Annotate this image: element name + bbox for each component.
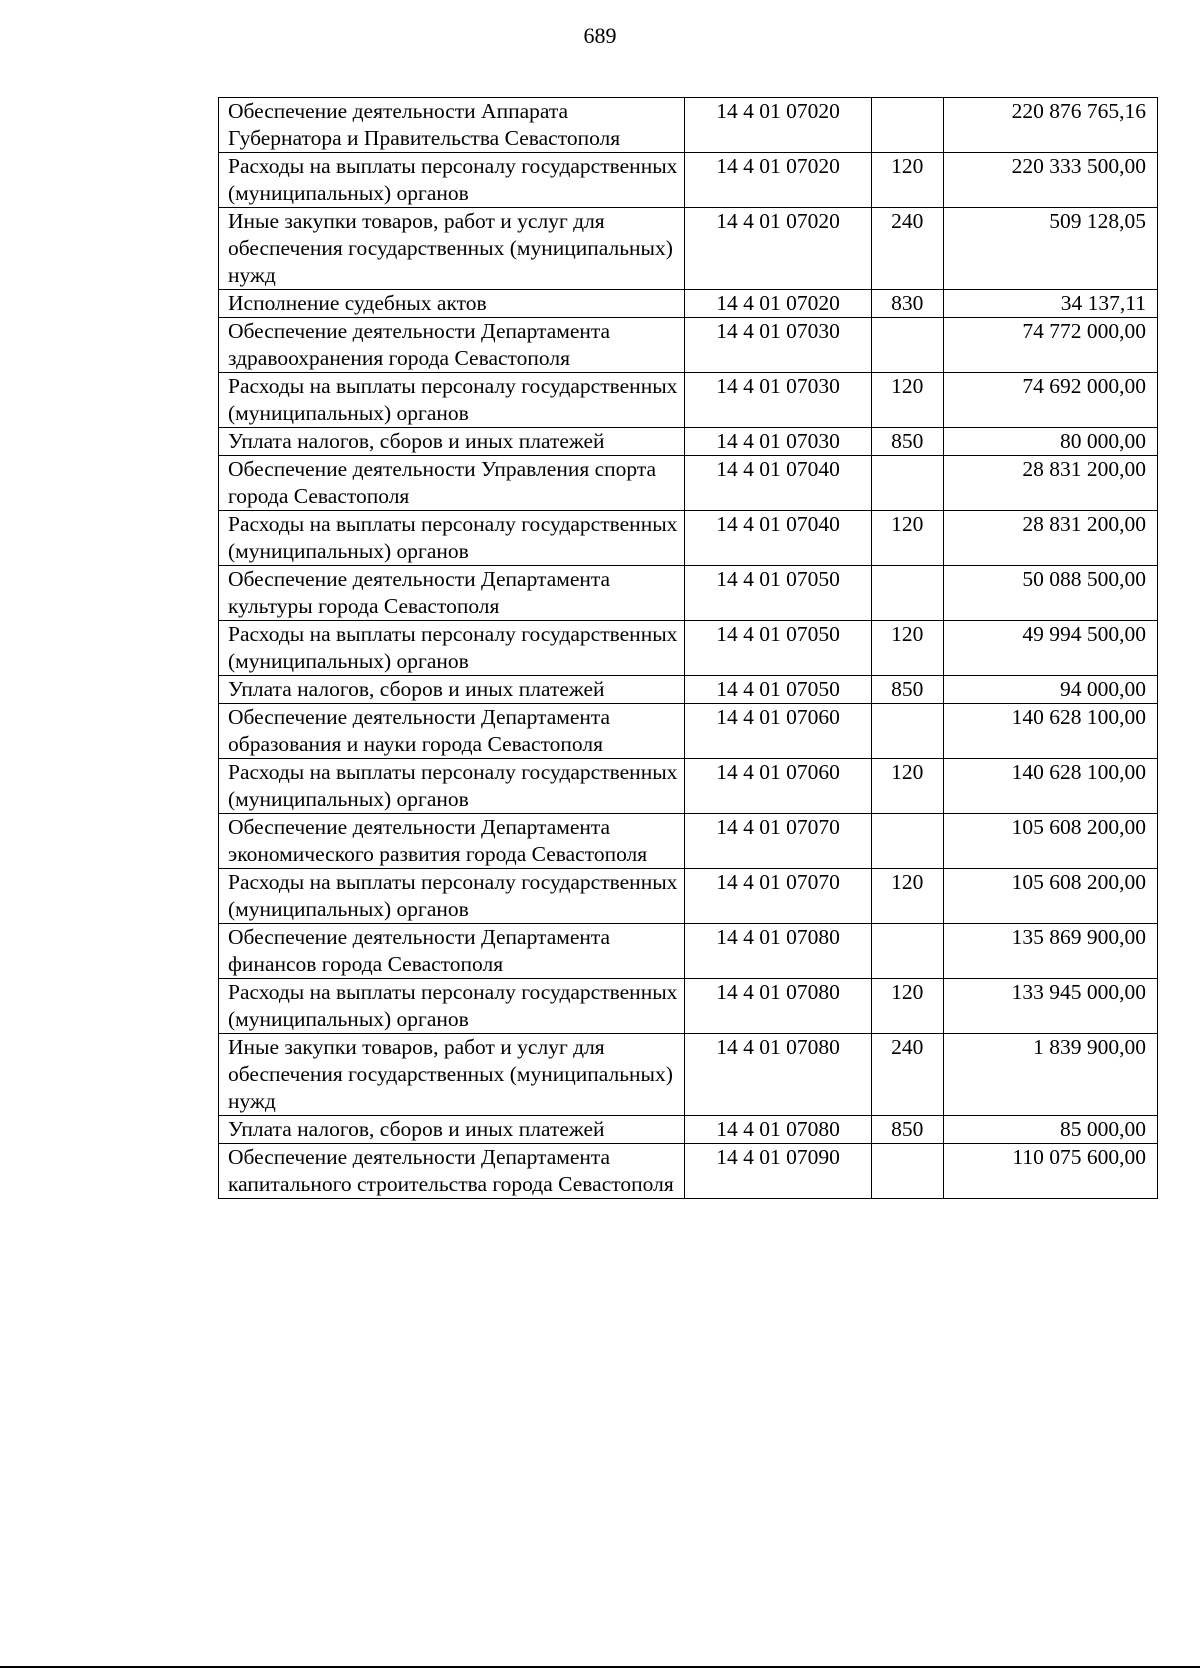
expense-type-code: 240	[871, 208, 943, 290]
table-row	[219, 456, 1158, 511]
amount: 140 628 100,00	[943, 759, 1157, 814]
table-row	[219, 373, 1158, 428]
expense-type-code: 850	[871, 1116, 943, 1144]
amount: 110 075 600,00	[943, 1144, 1157, 1199]
expense-type-code: 830	[871, 290, 943, 318]
target-article-code: 14 4 01 07050	[685, 676, 871, 704]
amount: 28 831 200,00	[943, 511, 1157, 566]
amount: 220 876 765,16	[943, 98, 1157, 153]
table-row	[219, 759, 1158, 814]
expense-name: Обеспечение деятельности Департамента экономического развития города Севастополя	[219, 814, 685, 869]
target-article-code: 14 4 01 07080	[685, 924, 871, 979]
amount: 94 000,00	[943, 676, 1157, 704]
expense-type-code: 120	[871, 373, 943, 428]
expense-name: Расходы на выплаты персоналу государственных (муниципальных) органов	[219, 621, 685, 676]
amount: 49 994 500,00	[943, 621, 1157, 676]
expense-type-code	[871, 456, 943, 511]
expense-name: Расходы на выплаты персоналу государственных (муниципальных) органов	[219, 759, 685, 814]
expense-type-code	[871, 814, 943, 869]
table-row	[219, 153, 1158, 208]
expense-type-code: 120	[871, 621, 943, 676]
table-row	[219, 869, 1158, 924]
amount: 220 333 500,00	[943, 153, 1157, 208]
expense-name: Уплата налогов, сборов и иных платежей	[219, 676, 685, 704]
budget-table	[218, 97, 1158, 1199]
amount: 105 608 200,00	[943, 869, 1157, 924]
expense-name: Обеспечение деятельности Департамента культуры города Севастополя	[219, 566, 685, 621]
expense-type-code: 850	[871, 428, 943, 456]
target-article-code: 14 4 01 07080	[685, 1116, 871, 1144]
target-article-code: 14 4 01 07060	[685, 759, 871, 814]
expense-name: Расходы на выплаты персоналу государственных (муниципальных) органов	[219, 979, 685, 1034]
expense-type-code: 120	[871, 869, 943, 924]
budget-table-body	[219, 98, 1158, 1199]
target-article-code: 14 4 01 07030	[685, 373, 871, 428]
table-row	[219, 566, 1158, 621]
target-article-code: 14 4 01 07020	[685, 208, 871, 290]
expense-name: Расходы на выплаты персоналу государственных (муниципальных) органов	[219, 373, 685, 428]
expense-type-code: 120	[871, 979, 943, 1034]
target-article-code: 14 4 01 07070	[685, 869, 871, 924]
table-row	[219, 621, 1158, 676]
target-article-code: 14 4 01 07050	[685, 566, 871, 621]
target-article-code: 14 4 01 07040	[685, 456, 871, 511]
table-row	[219, 1116, 1158, 1144]
table-row	[219, 979, 1158, 1034]
table-row	[219, 511, 1158, 566]
amount: 74 692 000,00	[943, 373, 1157, 428]
amount: 34 137,11	[943, 290, 1157, 318]
amount: 50 088 500,00	[943, 566, 1157, 621]
target-article-code: 14 4 01 07080	[685, 1034, 871, 1116]
expense-name: Обеспечение деятельности Департамента капитального строительства города Севастополя	[219, 1144, 685, 1199]
expense-name: Обеспечение деятельности Департамента здравоохранения города Севастополя	[219, 318, 685, 373]
expense-type-code: 240	[871, 1034, 943, 1116]
expense-name: Уплата налогов, сборов и иных платежей	[219, 428, 685, 456]
amount: 1 839 900,00	[943, 1034, 1157, 1116]
expense-name: Уплата налогов, сборов и иных платежей	[219, 1116, 685, 1144]
amount: 135 869 900,00	[943, 924, 1157, 979]
expense-type-code	[871, 1144, 943, 1199]
expense-name: Иные закупки товаров, работ и услуг для обеспечения государственных (муниципальных) нужд	[219, 1034, 685, 1116]
expense-type-code	[871, 566, 943, 621]
expense-name: Обеспечение деятельности Управления спорта города Севастополя	[219, 456, 685, 511]
table-row	[219, 1034, 1158, 1116]
amount: 74 772 000,00	[943, 318, 1157, 373]
target-article-code: 14 4 01 07070	[685, 814, 871, 869]
expense-name: Иные закупки товаров, работ и услуг для обеспечения государственных (муниципальных) нужд	[219, 208, 685, 290]
table-row	[219, 98, 1158, 153]
expense-name: Расходы на выплаты персоналу государственных (муниципальных) органов	[219, 153, 685, 208]
target-article-code: 14 4 01 07090	[685, 1144, 871, 1199]
expense-type-code: 120	[871, 511, 943, 566]
expense-name: Обеспечение деятельности Департамента финансов города Севастополя	[219, 924, 685, 979]
target-article-code: 14 4 01 07030	[685, 428, 871, 456]
amount: 80 000,00	[943, 428, 1157, 456]
expense-type-code: 120	[871, 759, 943, 814]
expense-name: Обеспечение деятельности Департамента образования и науки города Севастополя	[219, 704, 685, 759]
expense-name: Исполнение судебных актов	[219, 290, 685, 318]
table-row	[219, 676, 1158, 704]
target-article-code: 14 4 01 07020	[685, 98, 871, 153]
target-article-code: 14 4 01 07030	[685, 318, 871, 373]
expense-type-code	[871, 704, 943, 759]
table-row	[219, 428, 1158, 456]
table-row	[219, 704, 1158, 759]
expense-type-code	[871, 318, 943, 373]
amount: 105 608 200,00	[943, 814, 1157, 869]
expense-name: Обеспечение деятельности Аппарата Губернатора и Правительства Севастополя	[219, 98, 685, 153]
amount: 28 831 200,00	[943, 456, 1157, 511]
table-row	[219, 318, 1158, 373]
table-row	[219, 208, 1158, 290]
table-row	[219, 1144, 1158, 1199]
table-row	[219, 814, 1158, 869]
target-article-code: 14 4 01 07040	[685, 511, 871, 566]
expense-type-code: 850	[871, 676, 943, 704]
table-row	[219, 290, 1158, 318]
expense-name: Расходы на выплаты персоналу государственных (муниципальных) органов	[219, 511, 685, 566]
amount: 85 000,00	[943, 1116, 1157, 1144]
amount: 140 628 100,00	[943, 704, 1157, 759]
target-article-code: 14 4 01 07020	[685, 290, 871, 318]
page-number: 689	[583, 23, 617, 48]
target-article-code: 14 4 01 07020	[685, 153, 871, 208]
expense-type-code	[871, 924, 943, 979]
target-article-code: 14 4 01 07060	[685, 704, 871, 759]
expense-type-code	[871, 98, 943, 153]
expense-name: Расходы на выплаты персоналу государственных (муниципальных) органов	[219, 869, 685, 924]
expense-type-code: 120	[871, 153, 943, 208]
table-row	[219, 924, 1158, 979]
amount: 133 945 000,00	[943, 979, 1157, 1034]
amount: 509 128,05	[943, 208, 1157, 290]
target-article-code: 14 4 01 07050	[685, 621, 871, 676]
target-article-code: 14 4 01 07080	[685, 979, 871, 1034]
